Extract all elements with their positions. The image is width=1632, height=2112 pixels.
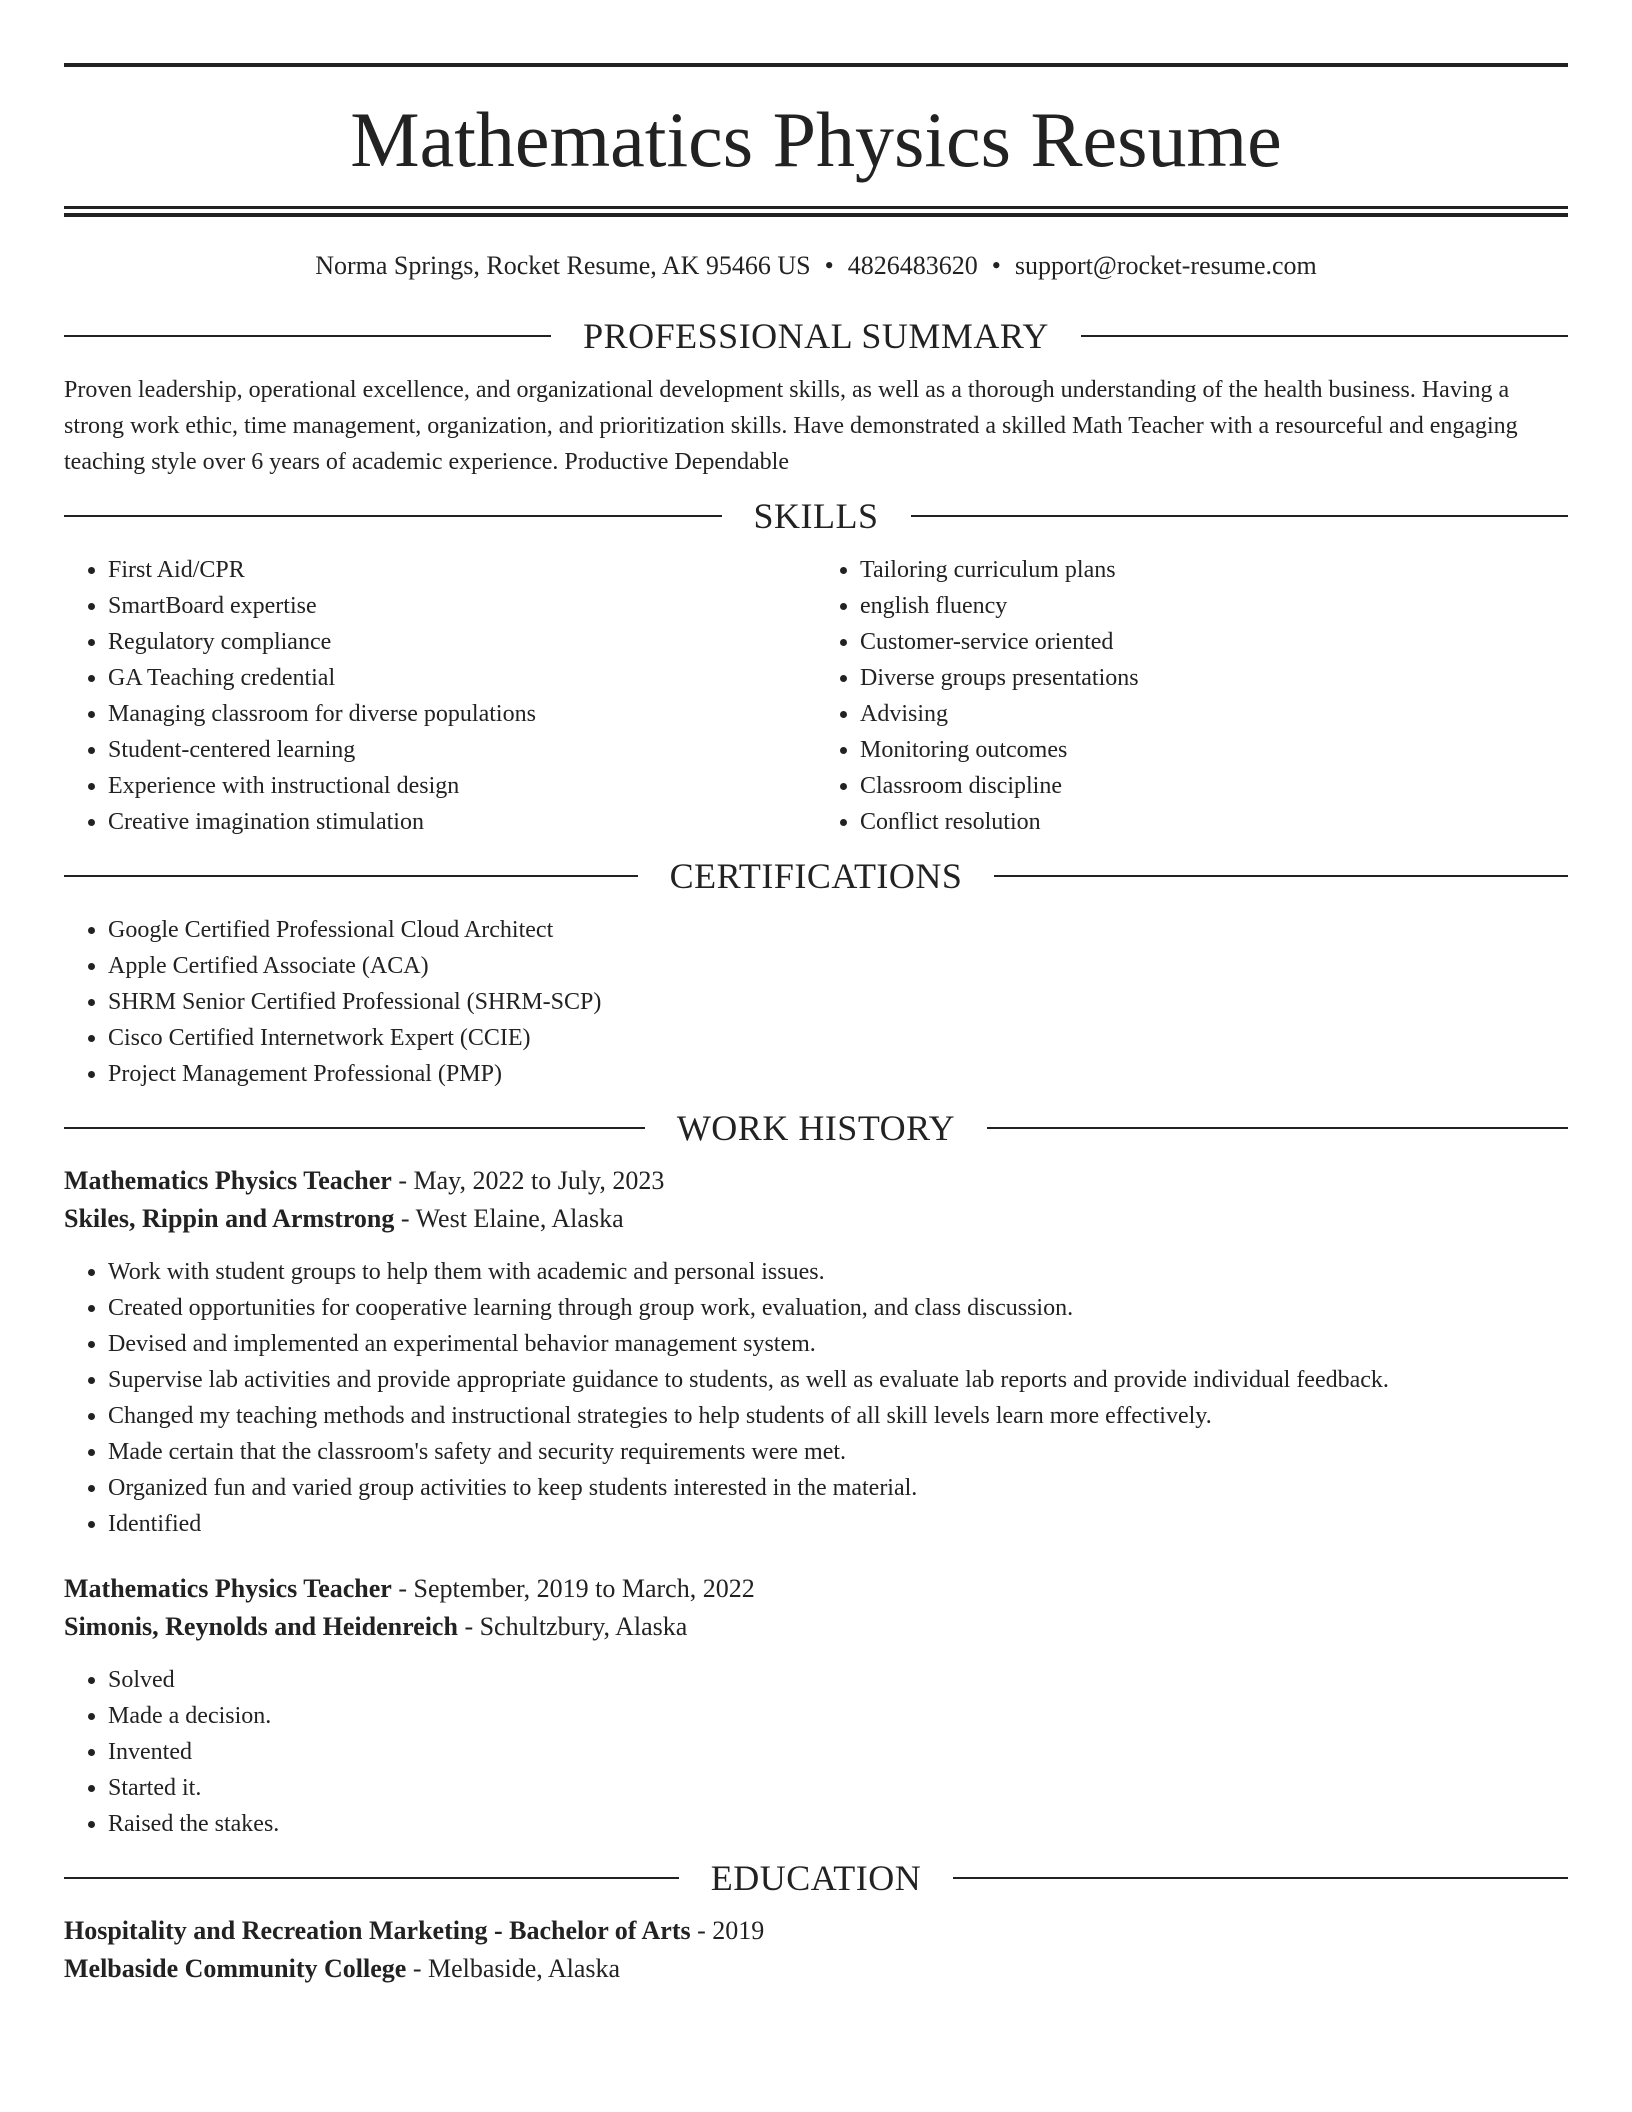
heading-rule xyxy=(987,1127,1568,1129)
skill-item: • Monitoring outcomes xyxy=(860,732,1568,768)
skill-item: • Diverse groups presentations xyxy=(860,660,1568,696)
certifications-list xyxy=(64,912,1568,1092)
job-company-line xyxy=(64,1200,1568,1238)
job-title-line xyxy=(64,1570,1568,1608)
education-heading-label: EDUCATION xyxy=(710,1858,922,1898)
skill-item: • Tailoring curriculum plans xyxy=(860,552,1568,588)
resume-title: Mathematics Physics Resume xyxy=(350,96,1282,183)
work-heading-label: WORK HISTORY xyxy=(676,1108,956,1148)
certification-item: • Apple Certified Associate (ACA) xyxy=(108,948,1568,984)
education-year: - 2019 xyxy=(690,1916,765,1945)
education-entry xyxy=(64,1912,1568,1988)
certification-item: • SHRM Senior Certified Professional (SHRM-SCP) xyxy=(108,984,1568,1020)
job-entry xyxy=(64,1570,1568,1842)
duty-item: • Made a decision. xyxy=(108,1698,1568,1734)
duty-item: • Work with student groups to help them with academic and personal issues. xyxy=(108,1254,1568,1290)
certifications-heading xyxy=(64,854,1568,898)
heading-rule xyxy=(994,875,1568,877)
job-dates: - May, 2022 to July, 2023 xyxy=(391,1166,665,1195)
skill-item: • Customer-service oriented xyxy=(860,624,1568,660)
job-company: Skiles, Rippin and Armstrong xyxy=(64,1204,395,1233)
summary-heading xyxy=(64,314,1568,358)
education-degree: Hospitality and Recreation Marketing - Bachelor of Arts xyxy=(64,1916,691,1945)
education-heading xyxy=(64,1856,1568,1900)
duty-item: • Organized fun and varied group activities to keep students interested in the material. xyxy=(108,1470,1568,1506)
skill-item: • Classroom discipline xyxy=(860,768,1568,804)
duty-item: • Started it. xyxy=(108,1770,1568,1806)
job-company: Simonis, Reynolds and Heidenreich xyxy=(64,1612,458,1641)
heading-rule xyxy=(953,1877,1568,1879)
job-duties xyxy=(64,1254,1568,1542)
job-title: Mathematics Physics Teacher xyxy=(64,1166,392,1195)
heading-rule xyxy=(64,875,638,877)
skills-column-left xyxy=(64,552,816,840)
duty-item: • Devised and implemented an experimental behavior management system. xyxy=(108,1326,1568,1362)
title-double-rule xyxy=(64,206,1568,217)
job-duties xyxy=(64,1662,1568,1842)
skills-column-right xyxy=(816,552,1568,840)
duty-item: • Solved xyxy=(108,1662,1568,1698)
work-heading xyxy=(64,1106,1568,1150)
contact-email: support@rocket-resume.com xyxy=(1014,251,1317,280)
contact-phone: 4826483620 xyxy=(847,251,978,280)
summary-heading-label: PROFESSIONAL SUMMARY xyxy=(583,316,1049,356)
contact-separator: • xyxy=(824,251,834,280)
skills-heading-label: SKILLS xyxy=(753,496,879,536)
skill-item: • Regulatory compliance xyxy=(108,624,816,660)
heading-rule xyxy=(1081,335,1568,337)
skill-item: • Creative imagination stimulation xyxy=(108,804,816,840)
skill-item: • SmartBoard expertise xyxy=(108,588,816,624)
skill-item: • Experience with instructional design xyxy=(108,768,816,804)
certification-item: • Cisco Certified Internetwork Expert (CCIE) xyxy=(108,1020,1568,1056)
duty-item: • Changed my teaching methods and instructional strategies to help students of all skill levels learn more effectively. xyxy=(108,1398,1568,1434)
skills-heading xyxy=(64,494,1568,538)
heading-rule xyxy=(64,1127,645,1129)
heading-rule xyxy=(64,1877,679,1879)
contact-address: Norma Springs, Rocket Resume, AK 95466 US xyxy=(315,251,811,280)
duty-item: • Invented xyxy=(108,1734,1568,1770)
duty-item: • Supervise lab activities and provide appropriate guidance to students, as well as evaluate lab reports and provide individual feedback. xyxy=(108,1362,1568,1398)
certification-item: • Google Certified Professional Cloud Architect xyxy=(108,912,1568,948)
heading-rule xyxy=(64,515,722,517)
certification-item: • Project Management Professional (PMP) xyxy=(108,1056,1568,1092)
job-location: - West Elaine, Alaska xyxy=(394,1204,624,1233)
job-entry xyxy=(64,1162,1568,1542)
job-location: - Schultzbury, Alaska xyxy=(457,1612,688,1641)
education-school-line xyxy=(64,1950,1568,1988)
duty-item: • Made certain that the classroom's safety and security requirements were met. xyxy=(108,1434,1568,1470)
heading-rule xyxy=(64,335,551,337)
summary-text: Proven leadership, operational excellence, and organizational development skills, as well as a thorough understanding of the health business. Having a strong work ethic, time management, organization, and prioritization skills. Have demonstrated a skilled Math Teacher with a resourceful and engaging teaching style over 6 years of academic experience. Productive Dependable xyxy=(64,377,1518,475)
skill-item: • Managing classroom for diverse populations xyxy=(108,696,816,732)
job-company-line xyxy=(64,1608,1568,1646)
top-rule xyxy=(64,63,1568,67)
duty-item: • Created opportunities for cooperative learning through group work, evaluation, and class discussion. xyxy=(108,1290,1568,1326)
education-school: Melbaside Community College xyxy=(64,1954,407,1983)
skill-item: • GA Teaching credential xyxy=(108,660,816,696)
job-title: Mathematics Physics Teacher xyxy=(64,1574,392,1603)
certifications-heading-label: CERTIFICATIONS xyxy=(669,856,963,896)
skill-item: • english fluency xyxy=(860,588,1568,624)
contact-line xyxy=(64,251,1568,281)
skill-item: • Advising xyxy=(860,696,1568,732)
job-title-line xyxy=(64,1162,1568,1200)
skill-item: • First Aid/CPR xyxy=(108,552,816,588)
duty-item: • Identified xyxy=(108,1506,1568,1542)
skill-item: • Student-centered learning xyxy=(108,732,816,768)
skill-item: • Conflict resolution xyxy=(860,804,1568,840)
duty-item: • Raised the stakes. xyxy=(108,1806,1568,1842)
education-location: - Melbaside, Alaska xyxy=(406,1954,621,1983)
heading-rule xyxy=(911,515,1569,517)
contact-separator: • xyxy=(991,251,1001,280)
skills-list xyxy=(64,552,1568,840)
job-dates: - September, 2019 to March, 2022 xyxy=(391,1574,755,1603)
education-degree-line xyxy=(64,1912,1568,1950)
